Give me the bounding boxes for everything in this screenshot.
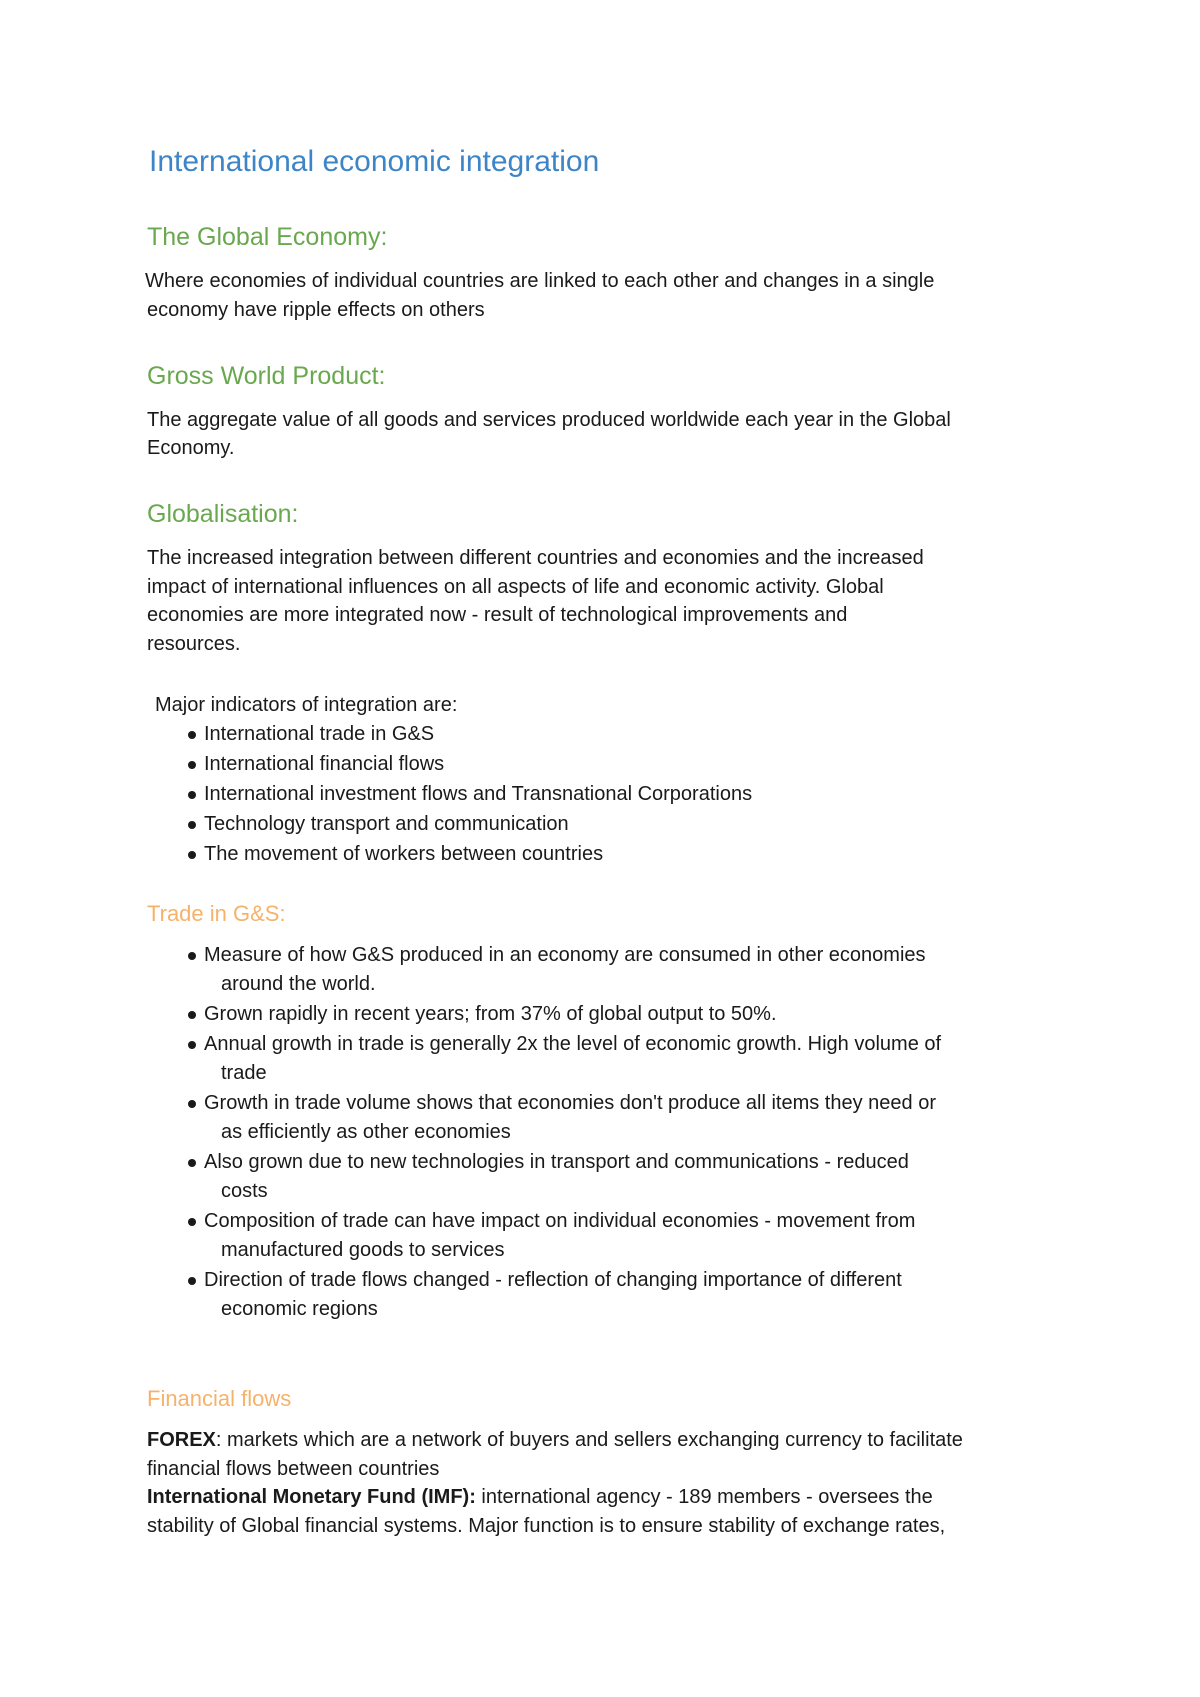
imf-term: International Monetary Fund (IMF): [147,1486,476,1508]
list-item: Measure of how G&S produced in an economy are consumed in other economies [204,941,926,970]
list-item: International financial flows [204,750,444,779]
list-item: Also grown due to new technologies in transport and communications - reduced [204,1148,909,1177]
gwp-text-line2: Economy. [147,437,235,459]
indicators-intro: Major indicators of integration are: [155,694,458,716]
heading-trade: Trade in G&S: [147,901,286,926]
gwp-text-line1: The aggregate value of all goods and services produced worldwide each year in the Global [147,409,951,431]
heading-globalisation: Globalisation: [147,500,299,528]
imf-line2: stability of Global financial systems. Major function is to ensure stability of exchange rates, [147,1515,946,1537]
list-item-continuation: around the world. [221,973,376,995]
list-item-continuation: trade [221,1062,267,1084]
global-economy-text-line2: economy have ripple effects on others [147,299,485,321]
globalisation-text-line1: The increased integration between different countries and economies and the increased [147,547,924,569]
globalisation-text-line3: economies are more integrated now - result of technological improvements and [147,604,848,626]
page-title: International economic integration [149,145,600,178]
forex-line1 [147,1426,963,1455]
list-item: Growth in trade volume shows that economies don't produce all items they need or [204,1089,936,1118]
list-item: Direction of trade flows changed - reflection of changing importance of different [204,1266,902,1295]
list-item: International investment flows and Transnational Corporations [204,780,752,809]
globalisation-text-line2: impact of international influences on all aspects of life and economic activity. Global [147,576,884,598]
heading-financial-flows: Financial flows [147,1386,292,1411]
list-item-continuation: economic regions [221,1298,378,1320]
forex-term: FOREX [147,1429,216,1451]
list-item: International trade in G&S [204,720,434,749]
forex-definition: : markets which are a network of buyers and sellers exchanging currency to facilitate [215,1429,963,1451]
imf-line1 [147,1483,933,1512]
list-item: Composition of trade can have impact on individual economies - movement from [204,1207,915,1236]
list-item: Grown rapidly in recent years; from 37% of global output to 50%. [204,1000,777,1029]
list-item: Technology transport and communication [204,810,569,839]
list-item-continuation: manufactured goods to services [221,1239,505,1261]
list-item-continuation: costs [221,1180,268,1202]
list-item: Annual growth in trade is generally 2x the level of economic growth. High volume of [204,1030,941,1059]
list-item-continuation: as efficiently as other economies [221,1121,511,1143]
list-item: The movement of workers between countries [204,840,603,869]
global-economy-text-line1: Where economies of individual countries are linked to each other and changes in a single [145,270,935,292]
forex-line2: financial flows between countries [147,1458,440,1480]
heading-global-economy: The Global Economy: [147,223,388,251]
globalisation-text-line4: resources. [147,633,241,655]
heading-gross-world-product: Gross World Product: [147,362,386,390]
imf-definition: international agency - 189 members - oversees the [475,1486,933,1508]
